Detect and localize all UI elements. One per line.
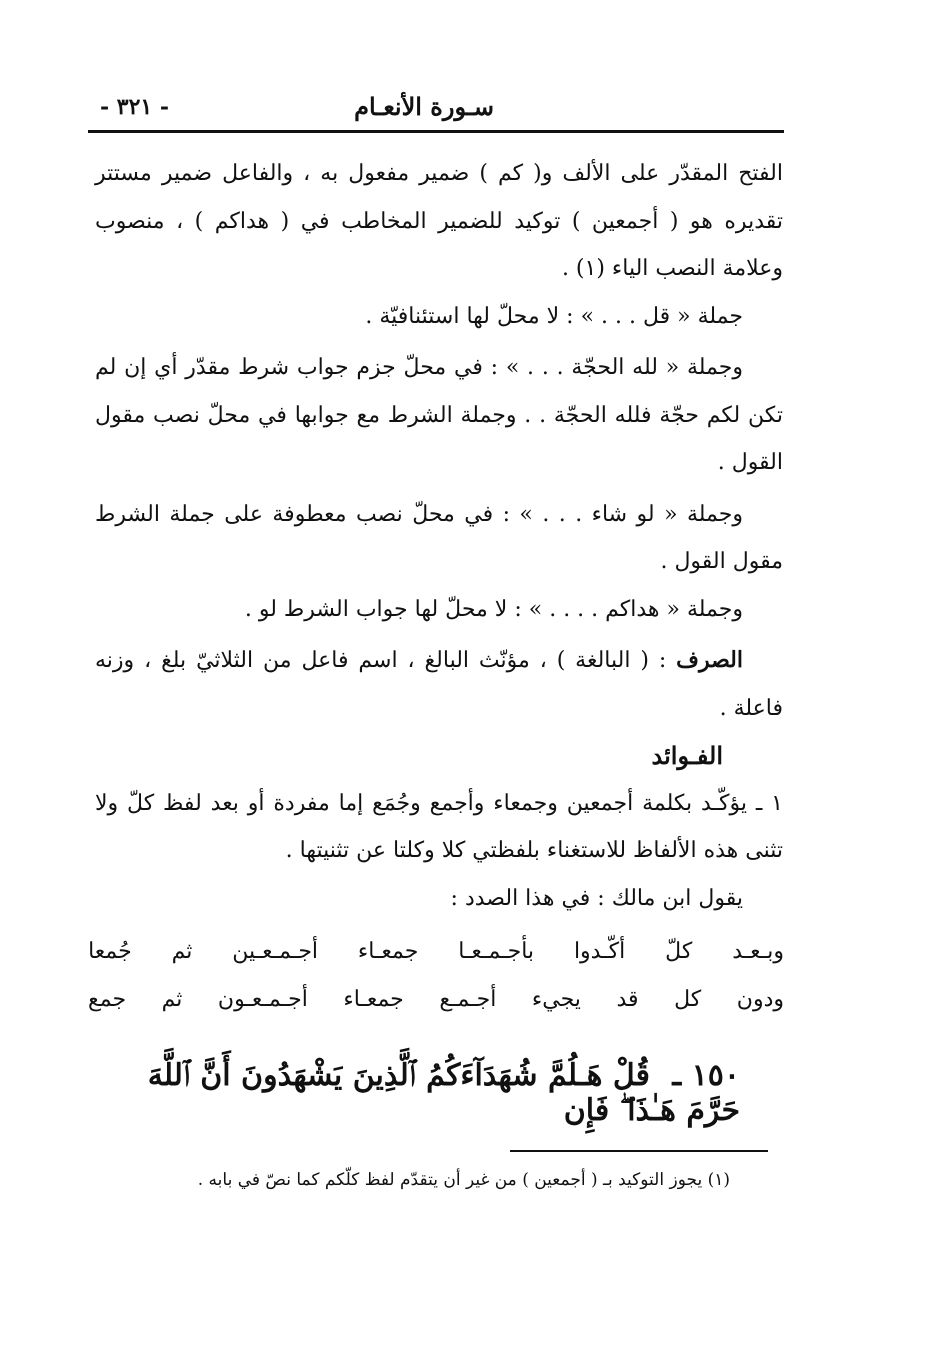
verse-word: ودون (736, 987, 784, 1012)
verse-word: جمع (88, 987, 127, 1012)
footnote: (١) يجوز التوكيد بـ ( أجمعين ) من غير أن يتقدّم لفظ كلّكم كما نصّ في بابه . (197, 1170, 730, 1190)
verse-word: أجـمـع (439, 987, 497, 1012)
verse-word: أجـمـعـين (232, 939, 319, 964)
verse-word: أجـمـعـون (217, 987, 308, 1012)
sarf-text: : ( البالغة ) ، مؤنّث البالغ ، اسم فاعل من الثلاثيّ بلغ ، وزنه فاعلة . (95, 648, 783, 721)
main-text (95, 150, 783, 922)
header-divider (88, 130, 784, 133)
verse-word: كل (674, 987, 702, 1012)
paragraph-fawaid-1: ١ ـ يؤكّـد بكلمة أجمعين وجمعاء وأجمع وجُمَع إما مفردة أو بعد لفظ كلّ ولا تثنى هذه الألفاظ للاستغناء بلفظتي كلا وكلتا عن تثنيتها . (95, 790, 783, 863)
paragraph-irab-continuation: الفتح المقدّر على الألف و( كم ) ضمير مفعول به ، والفاعل ضمير مستتر تقديره هو ( أجمعين ) توكيد للضمير المخاطب في ( هداكم ) ، منصوب وعلامة النصب الياء (١) . (95, 161, 783, 281)
paragraph-jumla-hadakum: وجملة « هداكم . . . . » : لا محلّ لها جواب الشرط لو . (244, 596, 743, 622)
page-number: - ٣٢١ - (100, 94, 170, 120)
verse-line-2 (88, 976, 784, 1024)
surah-title: سـورة الأنعـام (354, 92, 494, 121)
verse-word: جمعـاء (343, 987, 404, 1012)
paragraph-ibn-malik-intro: يقول ابن مالك : في هذا الصدد : (450, 885, 743, 911)
poetry-verse (88, 928, 784, 1024)
paragraph-jumla-law-shaa: وجملة « لو شاء . . . » : في محلّ نصب معطوفة على جملة الشرط مقول القول . (95, 501, 783, 574)
verse-number: ١٥٠ ـ (672, 1058, 740, 1093)
paragraph-jumla-qul: جملة « قل . . . » : لا محلّ لها استئنافيّة . (365, 303, 743, 329)
quran-text: قُلْ هَـلُمَّ شُهَدَآءَكُمُ ٱلَّذِينَ يَشْهَدُونَ أَنَّ ٱللَّهَ حَرَّمَ هَـٰذَا ۖ فَإِن (147, 1058, 740, 1128)
verse-word: قد (616, 987, 639, 1012)
sarf-label: الصرف (676, 647, 743, 673)
paragraph-jumla-lillah: وجملة « لله الحجّة . . . » : في محلّ جزم جواب شرط مقدّر أي إن لم تكن لكم حجّة فلله الحجّة . . وجملة الشرط مع جوابها في محلّ نصب مقول القول . (95, 355, 783, 475)
footnote-divider (510, 1150, 768, 1152)
verse-line-1 (88, 928, 784, 976)
verse-word: ثم (161, 987, 183, 1012)
quran-verse (110, 1058, 740, 1128)
verse-word: ثم (171, 939, 193, 964)
verse-word: جمعـاء (357, 939, 419, 964)
paragraph-sarf (95, 637, 783, 732)
verse-word: بأجـمـعـا (458, 939, 535, 964)
verse-word: أكّـدوا (573, 939, 626, 964)
page-header (88, 92, 784, 126)
verse-word: كلّ (665, 939, 693, 964)
verse-word: جُمعا (88, 939, 132, 964)
fawaid-heading: الفـوائد (651, 741, 723, 770)
verse-word: يجيء (531, 987, 581, 1012)
verse-word: وبـعـد (732, 939, 784, 964)
